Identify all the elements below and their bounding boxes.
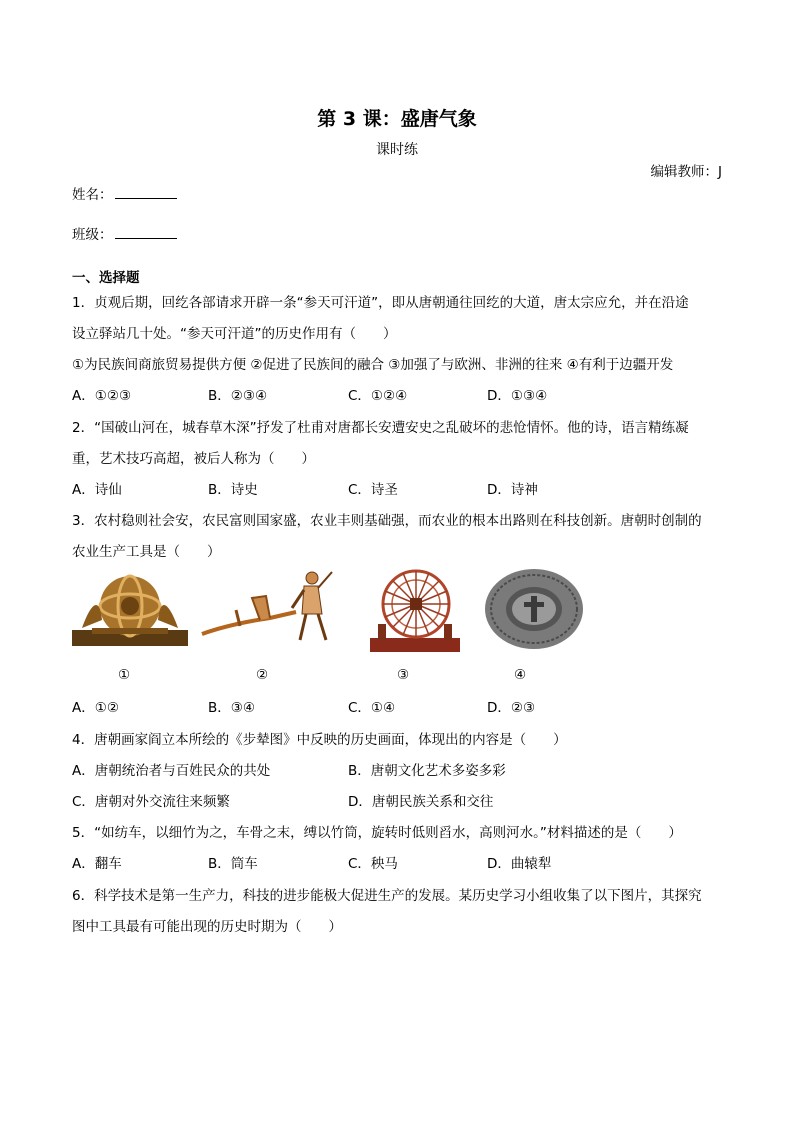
question-line: 设立驿站几十处。“参天可汗道”的历史作用有（ ）	[72, 326, 397, 342]
option-d[interactable]: D．①③④	[487, 388, 548, 404]
option-d[interactable]: D．唐朝民族关系和交往	[348, 794, 494, 810]
option-c[interactable]: C．①②④	[348, 388, 408, 404]
figure-label-2: ②	[256, 667, 269, 683]
question-line: 重，艺术技巧高超，被后人称为（ ）	[72, 451, 315, 467]
option-c[interactable]: C．诗圣	[348, 482, 398, 498]
option-a[interactable]: A．翻车	[72, 856, 122, 872]
section-title: 一、选择题	[72, 270, 140, 286]
plough-image	[200, 568, 350, 644]
option-d[interactable]: D．曲辕犁	[487, 856, 552, 872]
option-a[interactable]: A．①②	[72, 700, 119, 716]
question-line: 4．唐朝画家阎立本所绘的《步辇图》中反映的历史画面，体现出的内容是（ ）	[72, 732, 567, 748]
armillary-sphere-image	[72, 570, 188, 646]
question-line: 6．科学技术是第一生产力，科技的进步能极大促进生产的发展。某历史学习小组收集了以下图片，其探究	[72, 888, 702, 904]
stone-seal-image	[484, 568, 584, 650]
option-c[interactable]: C．秧马	[348, 856, 398, 872]
option-c[interactable]: C．唐朝对外交流往来频繁	[72, 794, 230, 810]
option-d[interactable]: D．②③	[487, 700, 536, 716]
question-line: 图中工具最有可能出现的历史时期为（ ）	[72, 919, 342, 935]
question-line: 农业生产工具是（ ）	[72, 544, 221, 560]
option-b[interactable]: B．③④	[208, 700, 255, 716]
option-a[interactable]: A．唐朝统治者与百姓民众的共处	[72, 763, 271, 779]
option-a[interactable]: A．诗仙	[72, 482, 122, 498]
option-d[interactable]: D．诗神	[487, 482, 538, 498]
name-row	[72, 183, 177, 203]
option-b[interactable]: B．唐朝文化艺术多姿多彩	[348, 763, 506, 779]
class-blank[interactable]	[115, 224, 177, 239]
figure-label-4: ④	[514, 667, 527, 683]
question-line: 5．“如纺车，以细竹为之，车骨之末，缚以竹筒，旋转时低则舀水，高则河水。”材料描述的是（ ）	[72, 825, 682, 841]
page-subtitle: 课时练	[376, 142, 418, 158]
figure-label-1: ①	[118, 667, 131, 683]
option-b[interactable]: B．筒车	[208, 856, 258, 872]
option-a[interactable]: A．①②③	[72, 388, 132, 404]
option-b[interactable]: B．诗史	[208, 482, 258, 498]
class-row	[72, 223, 177, 243]
figure-row	[72, 568, 592, 658]
water-wheel-image	[370, 568, 460, 652]
question-line: ①为民族间商旅贸易提供方便 ②促进了民族间的融合 ③加强了与欧洲、非洲的往来 ④有利于边疆开发	[72, 357, 674, 373]
question-line: 2．“国破山河在，城春草木深”抒发了杜甫对唐都长安遭安史之乱破坏的悲怆情怀。他的诗，语言精练凝	[72, 420, 689, 436]
option-c[interactable]: C．①④	[348, 700, 396, 716]
name-blank[interactable]	[115, 184, 177, 199]
name-label: 姓名：	[72, 187, 113, 203]
class-label: 班级：	[72, 227, 113, 243]
option-b[interactable]: B．②③④	[208, 388, 268, 404]
page-title: 第 3 课：盛唐气象	[317, 108, 477, 130]
figure-label-3: ③	[397, 667, 410, 683]
question-line: 1．贞观后期，回纥各部请求开辟一条“参天可汗道”，即从唐朝通往回纥的大道，唐太宗应允，并在沿途	[72, 295, 689, 311]
question-line: 3．农村稳则社会安，农民富则国家盛，农业丰则基础强，而农业的根本出路则在科技创新。唐朝时创制的	[72, 513, 702, 529]
teacher-label: 编辑教师：J	[650, 164, 722, 180]
